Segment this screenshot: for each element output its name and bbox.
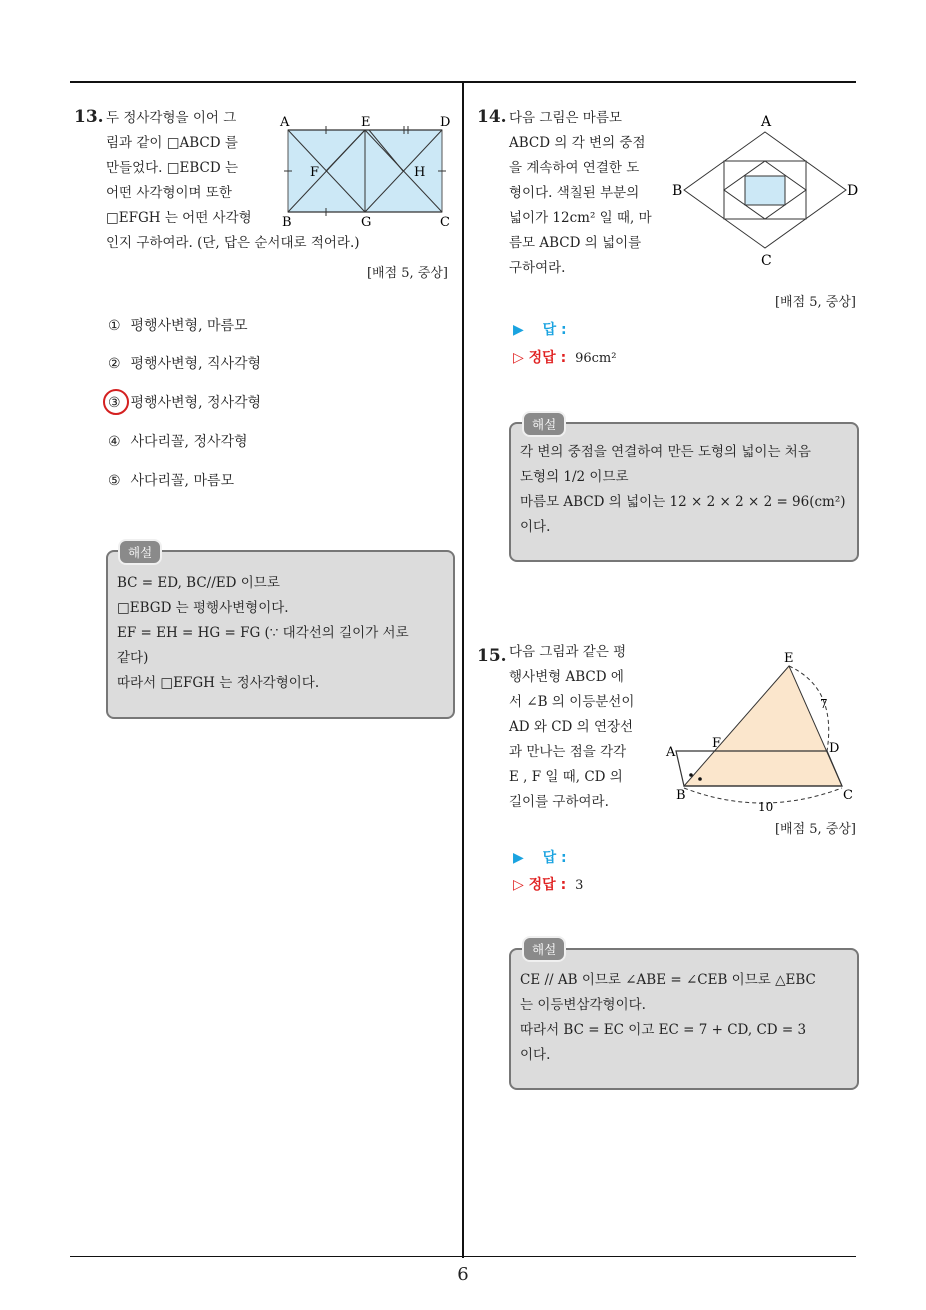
label-d: D [829, 741, 840, 756]
choice-text: 사다리꼴, 정사각형 [130, 434, 248, 450]
q15-solution-tag: 해설 [522, 936, 566, 962]
choice-text: 사다리꼴, 마름모 [130, 473, 235, 489]
q15-number: 15. [477, 646, 507, 666]
page-number: 6 [457, 1264, 469, 1285]
answer-label: 답 : [542, 322, 567, 338]
q13-line: 림과 같이 □ABCD 를 [106, 135, 238, 151]
label-a: A [666, 745, 676, 760]
label-d: D [847, 183, 859, 199]
solution-line: 이다. [520, 519, 551, 535]
solution-line: □EBGD 는 평행사변형이다. [117, 600, 289, 616]
choice-1[interactable] [108, 315, 248, 335]
solution-line: 이다. [520, 1047, 551, 1063]
q13-text [106, 106, 276, 231]
choice-mark: ③ [108, 395, 121, 411]
q14-line: 을 계속하여 연결한 도 [509, 160, 640, 176]
label-b: B [676, 788, 686, 803]
q14-line: 형이다. 색칠된 부분의 [509, 185, 640, 201]
label-c: C [843, 788, 853, 803]
choice-4[interactable] [108, 431, 248, 451]
q14-figure [670, 112, 860, 272]
q13-meta: [배점 5, 중상] [366, 266, 448, 281]
solution-line: 각 변의 중점을 연결하여 만든 도형의 넓이는 처음 [520, 444, 811, 460]
correct-label: 정답 : [528, 350, 567, 366]
q15-correct-row [513, 874, 583, 894]
choice-mark: ④ [108, 434, 121, 450]
q15-line: 다음 그림과 같은 평 [509, 644, 627, 660]
label-a: A [280, 115, 290, 130]
solution-line: 따라서 BC = EC 이고 EC = 7 + CD, CD = 3 [520, 1022, 807, 1038]
q15-line: AD 와 CD 의 연장선 [509, 719, 634, 735]
q13-solution-text [117, 571, 449, 696]
q13-line: 인지 구하여라. (단, 답은 순서대로 적어라.) [106, 235, 360, 251]
q13-line: 만들었다. □EBCD 는 [106, 160, 239, 176]
label-f: F [712, 736, 722, 751]
solution-line: BC = ED, BC//ED 이므로 [117, 575, 280, 591]
bottom-rule [70, 1256, 856, 1257]
label-b: B [282, 215, 292, 230]
label-f: F [310, 165, 320, 180]
solution-line: 따라서 □EFGH 는 정사각형이다. [117, 675, 320, 691]
solution-line: 는 이등변삼각형이다. [520, 997, 646, 1013]
label-h: H [414, 165, 426, 180]
q14-line: 넓이가 12cm² 일 때, 마 [509, 210, 652, 226]
solution-line: EF = EH = HG = FG (∵ 대각선의 길이가 서로 [117, 625, 409, 641]
label-b: B [672, 183, 683, 199]
q14-number: 14. [477, 107, 507, 127]
q15-line: 과 만나는 점을 각각 [509, 744, 627, 760]
label-e: E [784, 651, 794, 666]
q15-line: 서 ∠B 의 이등분선이 [509, 694, 635, 710]
correct-label: 정답 : [528, 877, 567, 893]
q13-figure [276, 110, 466, 235]
answer-label: 답 : [542, 850, 567, 866]
q15-line: 길이를 구하여라. [509, 794, 609, 810]
correct-value: 3 [575, 878, 584, 893]
triangle-outline-icon: ▷ [513, 350, 524, 366]
q14-line: 다음 그림은 마름모 [509, 110, 622, 126]
play-icon: ▶ [513, 322, 524, 338]
q13-line: 어떤 사각형이며 또한 [106, 185, 232, 201]
q15-line: E , F 일 때, CD 의 [509, 769, 623, 785]
solution-line: 같다) [117, 650, 149, 666]
choice-text: 평행사변형, 정사각형 [130, 395, 262, 411]
q15-figure [662, 648, 862, 820]
q14-solution-text [520, 440, 850, 540]
q14-line: 름모 ABCD 의 넓이를 [509, 235, 642, 251]
label-7: 7 [820, 697, 828, 711]
q15-line: 행사변형 ABCD 에 [509, 669, 624, 685]
q15-answer-row[interactable] [513, 847, 567, 867]
label-a: A [761, 114, 772, 130]
choice-mark: ① [108, 318, 121, 334]
q14-line: 구하여라. [509, 260, 566, 276]
solution-line: 도형의 1/2 이므로 [520, 469, 629, 485]
q15-meta: [배점 5, 중상] [774, 822, 856, 837]
choice-5[interactable] [108, 470, 234, 490]
q13-solution-tag: 해설 [118, 539, 162, 565]
label-e: E [361, 115, 371, 130]
q13-line: □EFGH 는 어떤 사각형 [106, 210, 252, 226]
solution-line: 마름모 ABCD 의 넓이는 12 × 2 × 2 × 2 = 96(cm²) [520, 494, 846, 510]
choice-2[interactable] [108, 353, 261, 373]
shaded-region [745, 176, 785, 205]
label-10: 10 [758, 800, 774, 814]
triangle-outline-icon: ▷ [513, 877, 524, 893]
choice-mark: ② [108, 356, 121, 372]
play-icon: ▶ [513, 850, 524, 866]
q15-text [509, 640, 654, 815]
choice-3[interactable] [108, 392, 261, 412]
label-c: C [440, 215, 450, 230]
q15-solution-text [520, 968, 850, 1068]
choice-text: 평행사변형, 마름모 [130, 318, 248, 334]
q14-correct-row [513, 347, 616, 367]
q13-line: 두 정사각형을 이어 그 [106, 110, 237, 126]
q14-text [509, 106, 664, 281]
choice-mark: ⑤ [108, 473, 121, 489]
solution-line: CE // AB 이므로 ∠ABE = ∠CEB 이므로 △EBC [520, 972, 816, 988]
q14-answer-row[interactable] [513, 319, 567, 339]
q14-line: ABCD 의 각 변의 중점 [509, 135, 646, 151]
q13-number: 13. [74, 107, 104, 127]
correct-value: 96cm² [575, 351, 617, 366]
label-d: D [440, 115, 451, 130]
label-g: G [361, 215, 372, 230]
label-c: C [761, 253, 772, 269]
q14-meta: [배점 5, 중상] [774, 295, 856, 310]
column-divider [462, 83, 464, 1258]
q14-solution-tag: 해설 [522, 411, 566, 437]
choice-text: 평행사변형, 직사각형 [130, 356, 262, 372]
